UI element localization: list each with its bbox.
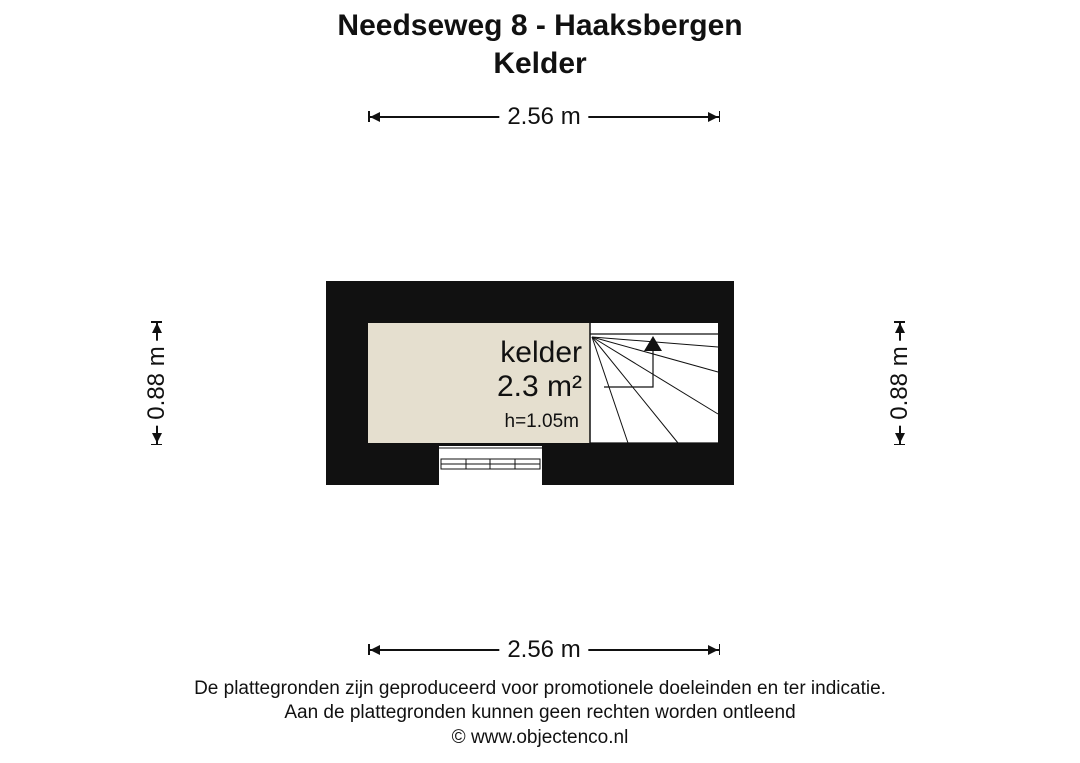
dimension-top-label: 2.56 m bbox=[499, 103, 588, 131]
floor-name: Kelder bbox=[493, 47, 587, 80]
arrow-left-icon bbox=[370, 112, 380, 122]
dimension-tick bbox=[719, 644, 721, 655]
dimension-left-label: 0.88 m bbox=[144, 340, 170, 425]
arrow-right-icon bbox=[708, 112, 718, 122]
dimension-bottom bbox=[368, 636, 720, 663]
arrow-left-icon bbox=[370, 645, 380, 655]
room-name: kelder bbox=[500, 336, 582, 369]
dimension-top bbox=[368, 103, 720, 130]
staircase bbox=[590, 323, 718, 443]
copyright: © www.objectenco.nl bbox=[451, 727, 629, 748]
arrow-up-icon bbox=[152, 323, 162, 333]
dimension-tick bbox=[151, 444, 162, 446]
dimension-tick bbox=[894, 444, 905, 446]
dimension-bottom-label: 2.56 m bbox=[499, 636, 588, 664]
arrow-right-icon bbox=[708, 645, 718, 655]
dimension-tick bbox=[719, 111, 721, 122]
room-height: h=1.05m bbox=[504, 411, 579, 432]
window bbox=[439, 446, 542, 485]
dimension-right-label: 0.88 m bbox=[887, 340, 913, 425]
disclaimer-line-1: De plattegronden zijn geproduceerd voor promotionele doeleinden en ter indicatie. bbox=[194, 678, 886, 699]
room-area: 2.3 m² bbox=[496, 370, 582, 403]
arrow-down-icon bbox=[152, 433, 162, 443]
dimension-right bbox=[886, 321, 913, 445]
disclaimer-line-2: Aan de plattegronden kunnen geen rechten worden ontleend bbox=[284, 702, 796, 723]
arrow-up-icon bbox=[895, 323, 905, 333]
plan-title: Needseweg 8 - Haaksbergen bbox=[337, 9, 743, 42]
dimension-left bbox=[143, 321, 170, 445]
arrow-down-icon bbox=[895, 433, 905, 443]
